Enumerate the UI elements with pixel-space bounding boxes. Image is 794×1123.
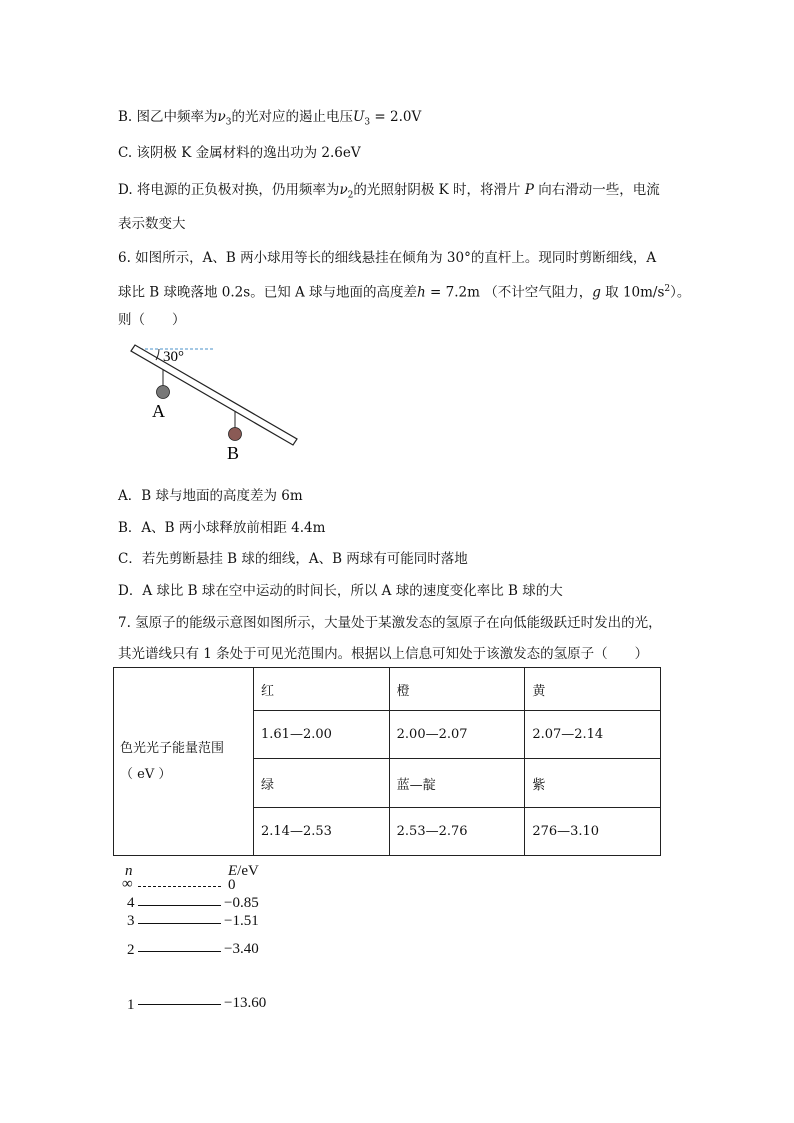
q6-stem-line2: 球比 B 球晚落地 0.2s。已知 A 球与地面的高度差h = 7.2m （不计空气阻力，g 取 $10m/s^2$）。	[118, 284, 691, 301]
color-orange: 橙	[389, 668, 525, 711]
level-n-1: 1	[127, 997, 135, 1013]
level-e-1: −13.60	[224, 995, 267, 1011]
q6-stem-line1: 6. 如图所示，A、B 两小球用等长的细线悬挂在倾角为 30°的直杆上。现同时剪断细线，A	[118, 250, 657, 266]
q6-option-d: D．A 球比 B 球在空中运动的时间长，所以 A 球的速度变化率比 B 球的大	[118, 583, 563, 599]
level-n-3: 3	[127, 913, 135, 929]
q6-option-b: B．A、B 两小球释放前相距 4.4m	[118, 520, 326, 536]
q5-option-b: B. 图乙中频率为$\nu_3$的光对应的遏止电压$U_3 = 2.0V$	[118, 109, 422, 128]
range-orange: 2.00—2.07	[389, 711, 525, 759]
q6-option-a: A．B 球与地面的高度差为 6m	[118, 488, 303, 504]
q5-option-d-cont: 表示数变大	[118, 216, 186, 232]
ball-a-label: A	[152, 401, 165, 421]
ball-b	[229, 428, 242, 441]
q7-stem-line1: 7. 氢原子的能级示意图如图所示，大量处于某激发态的氢原子在向低能级跃迁时发出的光，	[118, 615, 662, 631]
range-red: 1.61—2.00	[254, 711, 390, 759]
q6-figure	[125, 340, 310, 465]
q5-option-c: C. 该阴极 K 金属材料的逸出功为 2.6eV	[118, 145, 361, 161]
level-line-2	[138, 951, 221, 952]
q6-option-c: C．若先剪断悬挂 B 球的细线，A、B 两球有可能同时落地	[118, 551, 468, 567]
q7-stem-line2: 其光谱线只有 1 条处于可见光范围内。根据以上信息可知处于该激发态的氢原子（ ）	[118, 646, 649, 662]
level-n-4: 4	[127, 895, 135, 911]
ball-a	[157, 386, 170, 399]
range-green: 2.14—2.53	[254, 808, 390, 856]
level-n-2: 2	[127, 942, 135, 958]
level-line-inf	[138, 886, 221, 887]
level-n-inf: ∞	[122, 876, 133, 892]
table-header-cell: 色光光子能量范围 （ eV ）	[114, 668, 254, 856]
color-yellow: 黄	[525, 668, 661, 711]
level-line-1	[138, 1004, 221, 1005]
angle-label: 30°	[163, 349, 184, 365]
e-axis-label: E/eV	[228, 863, 259, 879]
level-e-3: −1.51	[224, 913, 259, 929]
color-blue-indigo: 蓝—靛	[389, 759, 525, 808]
q5-option-d: D. 将电源的正负极对换，仍用频率为$\nu_2$的光照射阴极 K 时，将滑片 P 向右滑动一些，电流	[118, 182, 660, 201]
color-violet: 紫	[525, 759, 661, 808]
q6-stem-line3: 则（ ）	[118, 312, 186, 328]
level-e-2: −3.40	[224, 941, 259, 957]
level-e-inf: 0	[228, 877, 236, 893]
inclined-rod	[131, 345, 297, 445]
range-blue-indigo: 2.53—2.76	[389, 808, 525, 856]
range-yellow: 2.07—2.14	[525, 711, 661, 759]
level-e-4: −0.85	[224, 895, 259, 911]
range-violet: 276—3.10	[525, 808, 661, 856]
color-red: 红	[254, 668, 390, 711]
level-line-3	[138, 923, 221, 924]
n-axis-label: n	[125, 863, 133, 879]
color-green: 绿	[254, 759, 390, 808]
photon-energy-table	[113, 667, 661, 856]
ball-b-label: B	[227, 443, 240, 463]
level-line-4	[138, 905, 221, 906]
